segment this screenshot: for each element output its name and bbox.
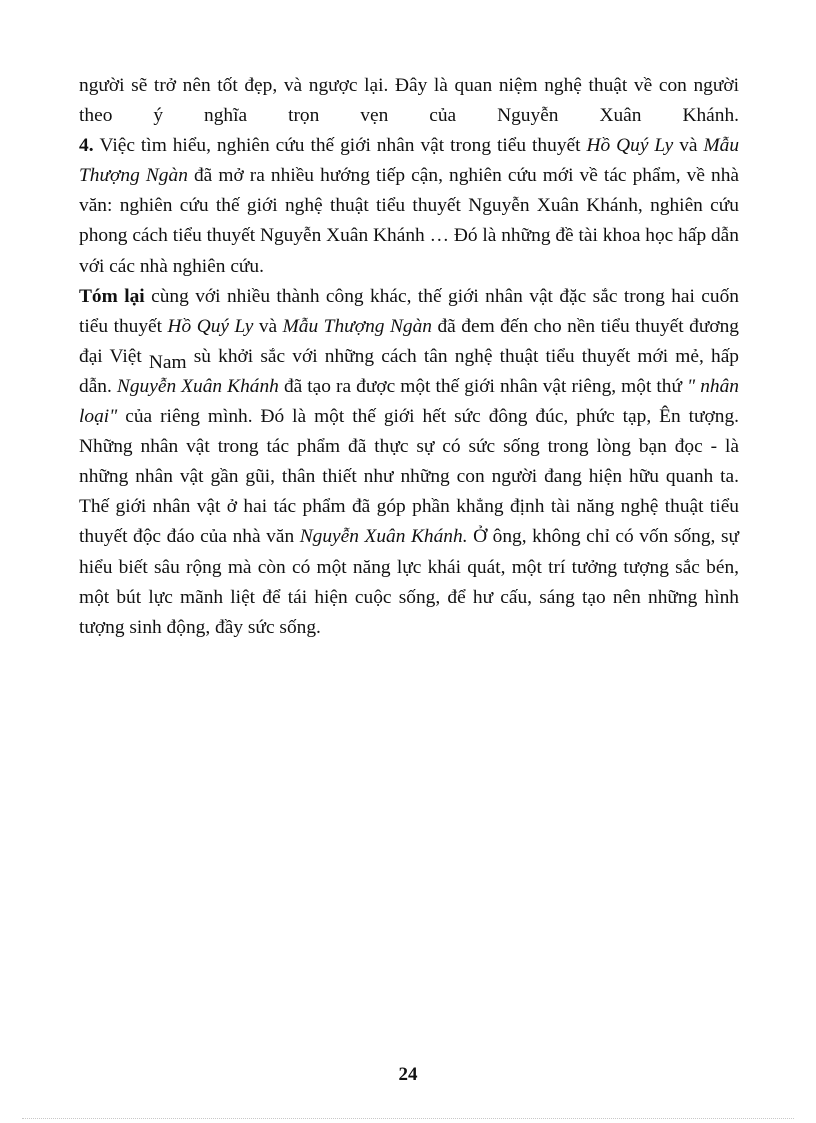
book-title-ho-quy-ly: Hồ Quý Ly (167, 315, 254, 337)
text-run: và (673, 135, 704, 157)
text-run: sù khởi sắc với những cách tân nghệ thuật tiểu thuyết mới mẻ, hấp dẫn. (79, 345, 739, 397)
page-number: 24 (398, 1064, 418, 1085)
author-name: Nguyễn Xuân Khánh. (299, 526, 468, 548)
quoted-term: " nhân loại" (79, 375, 740, 428)
body-text (79, 71, 739, 643)
author-name: Nguyễn Xuân Khánh (116, 375, 279, 397)
paragraph-conclusion-of-previous (79, 71, 739, 131)
text-run: Ở ông, không chỉ có vốn sống, sự hiểu biết sâu rộng mà còn có một năng lực khái quát, một trí tưởng tượng sắc bén, một bút lực mãnh liệt để tái hiện cuộc sống, để hư cấu, sáng tạo nên những hình tượng sinh động, đầy sức sống. (79, 526, 740, 638)
lowered-word: Nam (148, 351, 187, 373)
paragraph-summary (79, 282, 739, 643)
text-run: cùng với nhiều thành công khác, thế giới nhân vật đặc sắc trong hai cuốn tiểu thuyết (79, 285, 739, 337)
text-run: của riêng mình. Đó là một thế giới hết sức đông đúc, phức tạp, Ên tượng. Những nhân vật trong tác phẩm đã thực sự có sức sống trong lòng bạn đọc - là những nhân vật gần gũi, thân thiết như những con người đang hiện hữu quanh ta. Thế giới nhân vật ở hai tác phẩm đã góp phần khẳng định tài năng nghệ thuật tiểu thuyết độc đáo của nhà văn (79, 406, 739, 548)
book-title-mau-thuong-ngan: Mẫu Thượng Ngàn (79, 135, 740, 187)
summary-lead: Tóm lại (79, 285, 145, 307)
text-run: người sẽ trở nên tốt đẹp, và ngược lại. Đây là quan niệm nghệ thuật về con người theo ý nghĩa trọn vẹn của Nguyễn Xuân Khánh. (79, 75, 739, 127)
book-title-ho-quy-ly: Hồ Quý Ly (586, 135, 674, 157)
text-run: đã đem đến cho nền tiểu thuyết đương đại Việt (79, 315, 739, 367)
point-number: 4. (79, 135, 100, 157)
text-run: Việc tìm hiểu, nghiên cứu thế giới nhân vật trong tiểu thuyết (99, 135, 587, 157)
book-title-mau-thuong-ngan: Mẫu Thượng Ngàn (282, 315, 432, 337)
text-run: và (253, 315, 283, 337)
page-bottom-divider (22, 1118, 794, 1119)
text-run: đã mở ra nhiều hướng tiếp cận, nghiên cứu mới về tác phẩm, về nhà văn: nghiên cứu thế giới nghệ thuật tiểu thuyết Nguyễn Xuân Khánh, nghiên cứu phong cách tiểu thuyết Nguyễn Xuân Khánh … Đó là những đề tài khoa học hấp dẫn với các nhà nghiên cứu. (79, 165, 739, 277)
paragraph-point-4 (79, 131, 739, 281)
text-run: đã tạo ra được một thế giới nhân vật riêng, một thứ (278, 375, 688, 397)
